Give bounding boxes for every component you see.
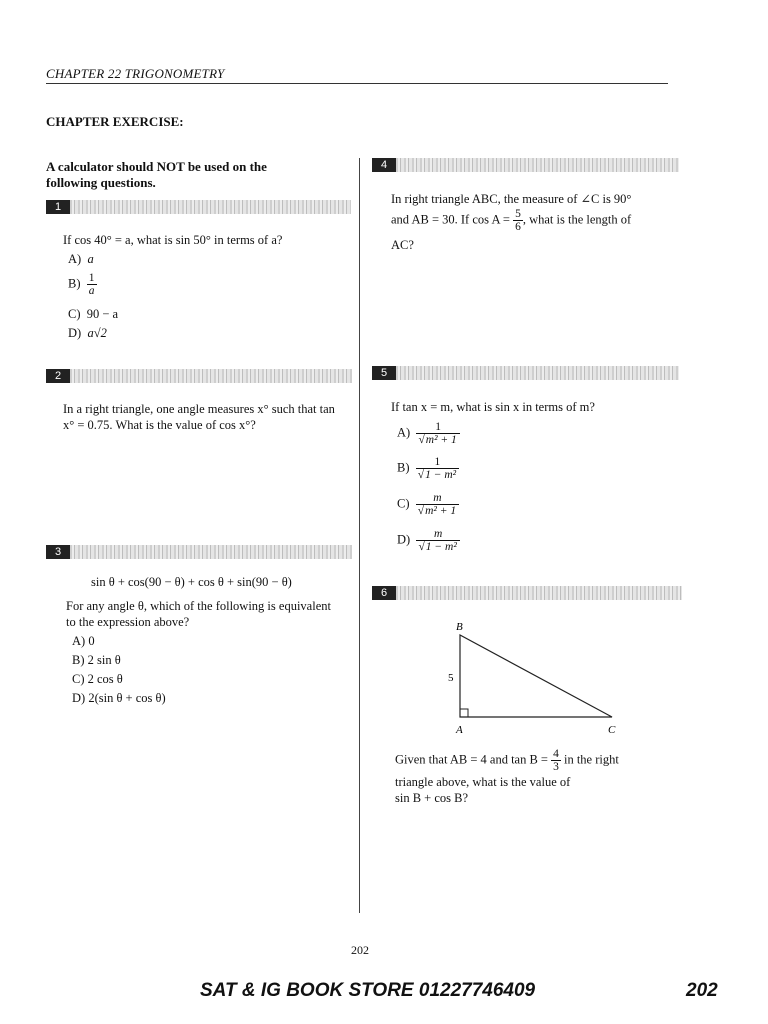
question-6-bar (372, 586, 682, 600)
question-1-option-d: D) a√2 (68, 326, 107, 340)
question-1-stem: If cos 40° = a, what is sin 50° in terms of a? (63, 233, 283, 247)
question-2-number: 2 (46, 369, 70, 383)
question-3-option-d: D) 2(sin θ + cos θ) (72, 691, 166, 705)
question-2-bar (46, 369, 352, 383)
question-4-line-3: AC? (391, 238, 414, 252)
question-5-option-b: B) $\frac{1}{\text{√1 − m²}}$ (397, 456, 459, 481)
question-3-option-c: C) 2 cos θ (72, 672, 123, 686)
calculator-note: A calculator should NOT be used on the following questions. (46, 159, 267, 190)
vertex-a-label: A (456, 724, 463, 736)
question-6-line-3: sin B + cos B? (395, 791, 469, 805)
side-ab-label: 5 (448, 672, 454, 684)
question-5-option-c: C) $\frac{m}{\text{√m² + 1}}$ (397, 492, 459, 517)
question-3-stem: For any angle θ, which of the following is equivalent to the expression above? (66, 599, 331, 629)
footer-store-text: SAT & IG BOOK STORE 01227746409 (200, 980, 536, 1001)
question-4-line-2: and AB = 30. If cos A = $\frac{5}{6}$ , what is the length of (391, 208, 632, 233)
page-number: 202 (351, 943, 369, 957)
triangle-figure (440, 615, 630, 740)
question-4-line-1: In right triangle ABC, the measure of ∠C is 90° (391, 192, 632, 206)
column-divider (359, 158, 360, 913)
question-3-option-a: A) 0 (72, 634, 95, 648)
question-1-option-a: A) a (68, 252, 94, 266)
exercise-title: CHAPTER EXERCISE: (46, 114, 184, 129)
question-1-number: 1 (46, 200, 70, 214)
question-3-number: 3 (46, 545, 70, 559)
question-4-bar (372, 158, 679, 172)
question-5-number: 5 (372, 366, 396, 380)
question-6-line-1: Given that AB = 4 and tan B = $\frac{4}{3}$ in the right (395, 748, 619, 773)
question-2-stem: In a right triangle, one angle measures x° such that tan x° = 0.75. What is the value of cos x°? (63, 402, 335, 432)
question-1-option-c: C) 90 − a (68, 307, 119, 321)
footer-page-number: 202 (686, 980, 718, 1001)
question-3-expression: sin θ + cos(90 − θ) + cos θ + sin(90 − θ) (91, 575, 292, 589)
question-5-stem: If tan x = m, what is sin x in terms of m? (391, 400, 595, 414)
header-rule (46, 83, 668, 84)
vertex-b-label: B (456, 621, 463, 633)
question-5-option-a: A) $\frac{1}{\text{√m² + 1}}$ (397, 421, 460, 446)
question-3-bar (46, 545, 352, 559)
vertex-c-label: C (608, 724, 616, 736)
question-6-number: 6 (372, 586, 396, 600)
question-1-option-b: B) $\frac{1}{a}$ (68, 272, 95, 297)
question-4-number: 4 (372, 158, 396, 172)
question-1-bar (46, 200, 351, 214)
question-3-option-b: B) 2 sin θ (72, 653, 121, 667)
question-6-line-2: triangle above, what is the value of (395, 775, 571, 789)
question-5-option-d: D) $\frac{m}{\text{√1 − m²}}$ (397, 528, 460, 553)
question-5-bar (372, 366, 679, 380)
chapter-header: CHAPTER 22 TRIGONOMETRY (46, 66, 225, 81)
